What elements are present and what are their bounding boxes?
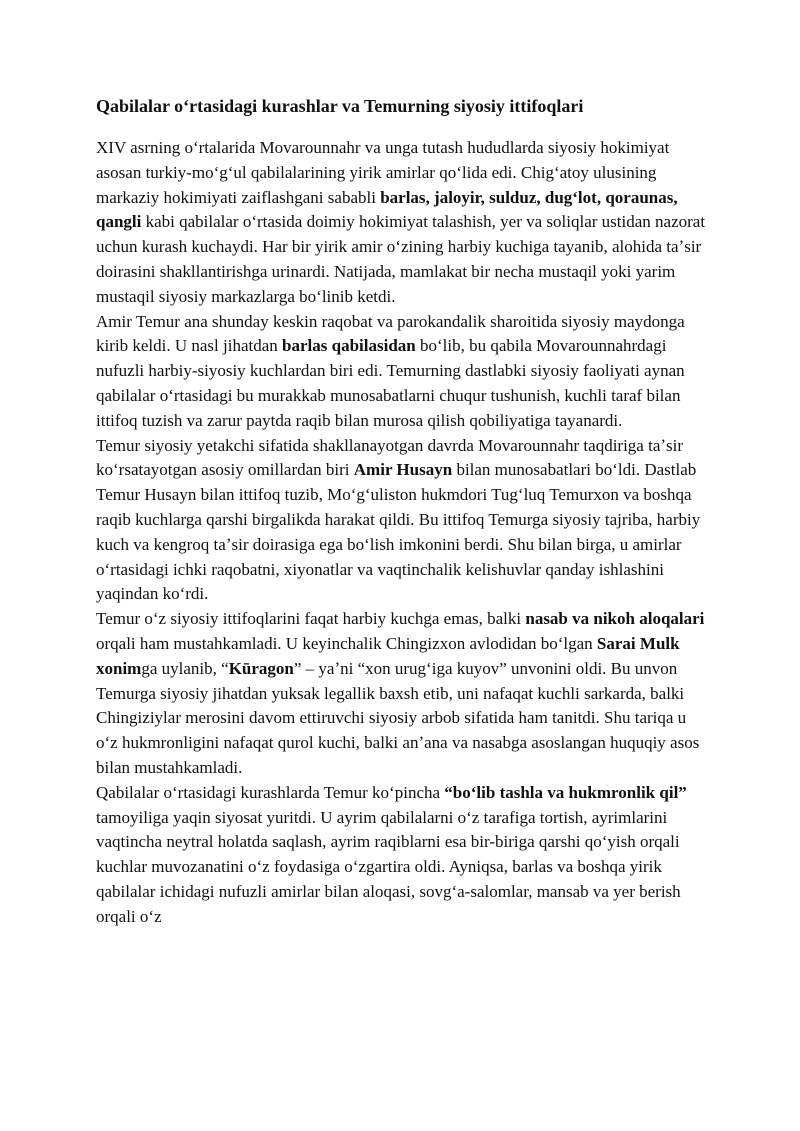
paragraph-5 xyxy=(96,781,708,930)
text-run: orqali ham mustahkamladi. U keyinchalik Chingizxon avlodidan boʻlgan xyxy=(96,633,597,653)
text-run: Temur siyosiy yetakchi sifatida shakllanayotgan davrda Movarounnahr taqdiriga taʼsir koʻrsatayotgan asosiy omillardan biri xyxy=(96,435,684,480)
paragraph-1 xyxy=(96,136,708,310)
text-run: Qabilalar oʻrtasidagi kurashlarda Temur koʻpincha xyxy=(96,782,445,802)
bold-run: barlas qabilasidan xyxy=(282,336,416,356)
bold-run: Kūragon xyxy=(228,658,294,678)
text-run: Amir Temur ana shunday keskin raqobat va parokandalik sharoitida siyosiy maydonga kirib keldi. U nasl jihatdan xyxy=(96,311,685,356)
paragraph-3 xyxy=(96,434,708,608)
text-run: tamoyiliga yaqin siyosat yuritdi. U ayrim qabilalarni oʻz tarafiga tortish, ayrimlarini vaqtincha neytral holatda saqlash, ayrim raqiblarni esa bir-biriga qarshi qoʻyish orqali kuchlar muvozanatini oʻz foydasiga oʻzgartira oldi. Ayniqsa, barlas va boshqa yirik qabilalar ichidagi nufuzli amirlar bilan aloqasi, sovgʻa-salomlar, mansab va yer berish orqali oʻz xyxy=(96,807,681,926)
text-run: kabi qabilalar oʻrtasida doimiy hokimiyat talashish, yer va soliqlar ustidan nazorat uchun kurash kuchaydi. Har bir yirik amir oʻzining harbiy kuchiga tayanib, alohida taʼsir doirasini shakllantirishga urinardi. Natijada, mamlakat bir necha mustaqil yoki yarim mustaqil siyosiy markazlarga boʻlinib ketdi. xyxy=(96,212,706,306)
bold-run: “boʻlib tashla va hukmronlik qil” xyxy=(444,782,687,802)
bold-run: nasab va nikoh aloqalari xyxy=(525,609,705,629)
text-run: boʻlib, bu qabila Movarounnahrdagi nufuzli harbiy-siyosiy kuchlardan biri edi. Temurning dastlabki siyosiy faoliyati aynan qabilalar oʻrtasidagi bu murakkab munosabatlarni chuqur tushunish, kuchli taraf bilan ittifoq tuzish va zarur paytda raqib bilan murosa qilish qobiliyatiga tayanardi. xyxy=(96,336,685,430)
text-run: Temur oʻz siyosiy ittifoqlarini faqat harbiy kuchga emas, balki xyxy=(96,609,526,629)
bold-run: barlas, jaloyir, sulduz, dugʻlot, qoraunas, qangli xyxy=(96,187,678,232)
bold-run: Amir Husayn xyxy=(353,460,453,480)
document-title: Qabilalar oʻrtasidagi kurashlar va Temurning siyosiy ittifoqlari xyxy=(96,96,584,116)
text-run: ga uylanib, “ xyxy=(141,658,229,678)
document-body xyxy=(96,136,708,930)
text-run: XIV asrning oʻrtalarida Movarounnahr va unga tutash hududlarda siyosiy hokimiyat asosan turkiy-moʻgʻul qabilalarining yirik amirlar qoʻlida edi. Chigʻatoy ulusining markaziy hokimiyati zaiflashgani sababli xyxy=(96,138,670,207)
paragraph-4 xyxy=(96,607,708,781)
text-run: bilan munosabatlari boʻldi. Dastlab Temur Husayn bilan ittifoq tuzib, Moʻgʻuliston hukmdori Tugʻluq Temurxon va boshqa raqib kuchlarga qarshi birgalikda harakat qildi. Bu ittifoq Temurga siyosiy tajriba, harbiy kuch va kengroq taʼsir doirasiga ega boʻlish imkonini berdi. Shu bilan birga, u amirlar oʻrtasidagi ichki raqobatni, xiyonatlar va vaqtinchalik kelishuvlar qanday ishlashini yaqindan koʻrdi. xyxy=(96,460,701,604)
bold-run: Sarai Mulk xonim xyxy=(96,633,680,678)
text-run: ” – yaʼni “xon urugʻiga kuyov” unvonini oldi. Bu unvon Temurga siyosiy jihatdan yuksak legallik baxsh etib, uni nafaqat kuchli sarkarda, balki Chingiziylar merosini davom ettiruvchi siyosiy arbob sifatida ham tanitdi. Shu tariqa u oʻz hukmronligini nafaqat qurol kuchi, balki anʼana va nasabga asoslangan huquqiy asos bilan mustahkamladi. xyxy=(96,658,700,777)
paragraph-2 xyxy=(96,310,708,434)
